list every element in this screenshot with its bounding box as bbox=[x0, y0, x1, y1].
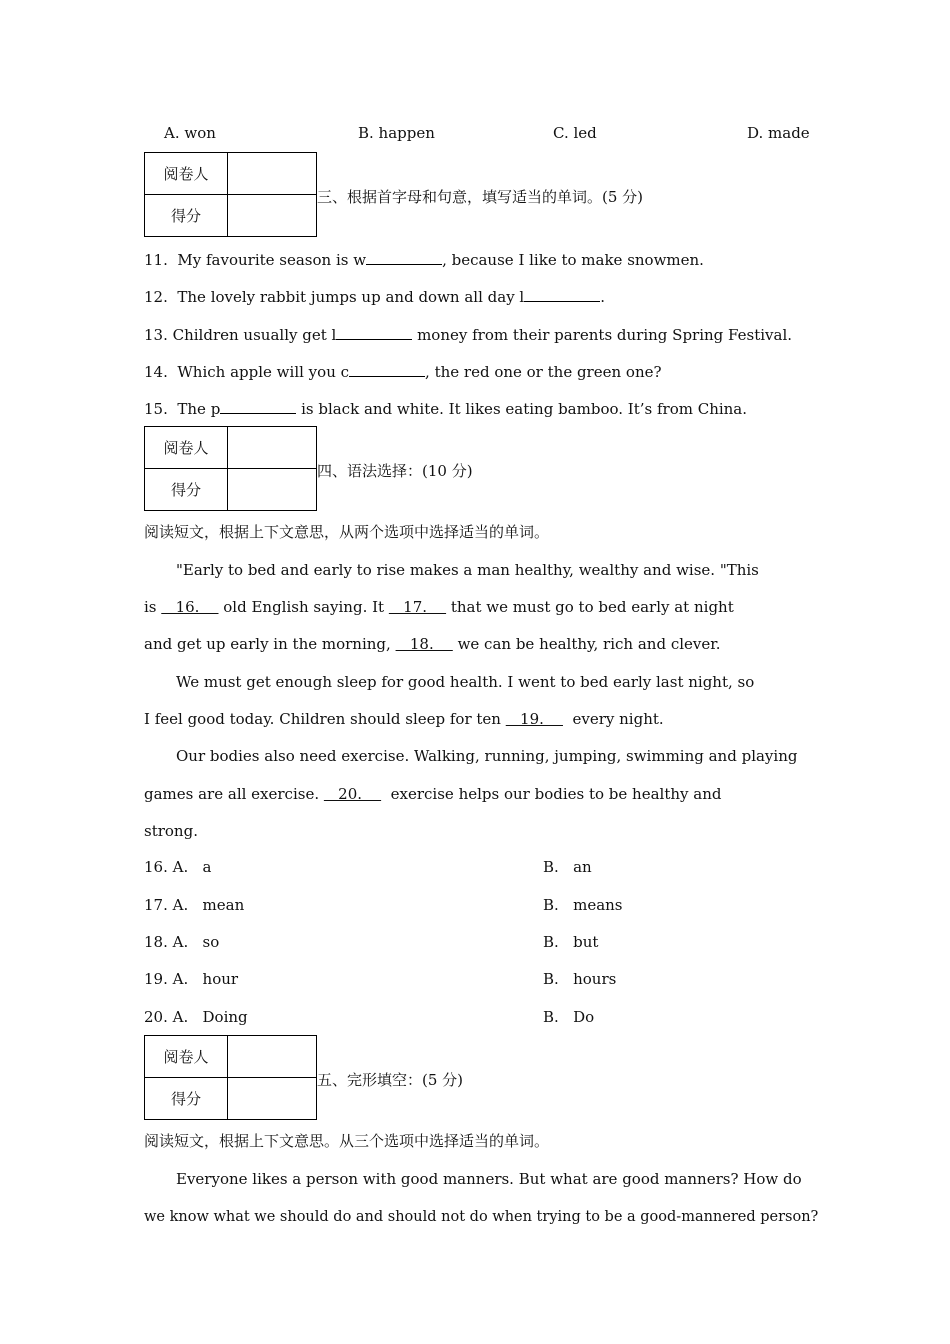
question-11: 11. My favourite season is w , because I like to make snowmen. bbox=[144, 251, 704, 269]
choice-16-a[interactable]: 16. A. a bbox=[144, 858, 212, 876]
score-cell bbox=[228, 469, 317, 511]
choice-19-a[interactable]: 19. A. hour bbox=[144, 970, 239, 988]
question-13: 13. Children usually get l money from their parents during Spring Festival. bbox=[144, 326, 793, 344]
grader-box-section3 bbox=[144, 152, 317, 237]
question-12: 12. The lovely rabbit jumps up and down all day l . bbox=[144, 288, 606, 306]
blank-20[interactable]: 20. bbox=[323, 785, 382, 803]
section3-title: 三、根据首字母和句意，填写适当的单词。(5 分) bbox=[317, 188, 644, 206]
q10-option-c: C. led bbox=[553, 124, 597, 142]
blank-17[interactable]: 17. bbox=[388, 598, 447, 616]
choice-18-b[interactable]: B. but bbox=[543, 933, 599, 951]
passage-line-4: We must get enough sleep for good health. I went to bed early last night, so bbox=[176, 673, 755, 691]
section5-line-1: Everyone likes a person with good manners. But what are good manners? How do bbox=[176, 1170, 802, 1188]
reviewer-label: 阅卷人 bbox=[145, 153, 228, 195]
choice-20-b[interactable]: B. Do bbox=[543, 1008, 595, 1026]
section4-instruction: 阅读短文，根据上下文意思，从两个选项中选择适当的单词。 bbox=[144, 523, 550, 541]
blank-16[interactable]: 16. bbox=[161, 598, 219, 616]
blank-18[interactable]: 18. bbox=[395, 635, 453, 653]
choice-16-b[interactable]: B. an bbox=[543, 858, 592, 876]
grader-box-section4 bbox=[144, 426, 317, 511]
q10-option-d: D. made bbox=[747, 124, 810, 142]
blank-14[interactable] bbox=[349, 361, 425, 377]
q10-options bbox=[0, 124, 950, 146]
passage-line-2: is 16. old English saying. It 17. that we must go to bed early at night bbox=[144, 598, 734, 616]
grader-box-section5 bbox=[144, 1035, 317, 1120]
question-14: 14. Which apple will you c , the red one or the green one? bbox=[144, 363, 662, 381]
reviewer-cell bbox=[228, 153, 317, 195]
score-label: 得分 bbox=[145, 195, 228, 237]
q10-option-a: A. won bbox=[164, 124, 216, 142]
reviewer-label: 阅卷人 bbox=[145, 1036, 228, 1078]
reviewer-label: 阅卷人 bbox=[145, 427, 228, 469]
section5-instruction: 阅读短文，根据上下文意思。从三个选项中选择适当的单词。 bbox=[144, 1132, 550, 1150]
blank-11[interactable] bbox=[366, 249, 442, 265]
choice-17-b[interactable]: B. means bbox=[543, 896, 623, 914]
passage-line-1: "Early to bed and early to rise makes a man healthy, wealthy and wise. "This bbox=[176, 561, 759, 579]
blank-15[interactable] bbox=[220, 398, 296, 414]
choice-20-a[interactable]: 20. A. Doing bbox=[144, 1008, 248, 1026]
section5-line-2: we know what we should do and should not do when trying to be a good-mannered person? bbox=[144, 1209, 819, 1225]
reviewer-cell bbox=[228, 427, 317, 469]
blank-13[interactable] bbox=[336, 324, 412, 340]
passage-line-8: strong. bbox=[144, 822, 198, 840]
choice-18-a[interactable]: 18. A. so bbox=[144, 933, 220, 951]
reviewer-cell bbox=[228, 1036, 317, 1078]
score-label: 得分 bbox=[145, 1078, 228, 1120]
blank-12[interactable] bbox=[524, 286, 600, 302]
score-cell bbox=[228, 1078, 317, 1120]
question-15: 15. The p is black and white. It likes eating bamboo. It’s from China. bbox=[144, 400, 748, 418]
choice-19-b[interactable]: B. hours bbox=[543, 970, 617, 988]
passage-line-6: Our bodies also need exercise. Walking, running, jumping, swimming and playing bbox=[176, 747, 798, 765]
passage-line-5: I feel good today. Children should sleep for ten 19. every night. bbox=[144, 710, 664, 728]
section4-title: 四、语法选择：(10 分) bbox=[317, 462, 473, 480]
section5-title: 五、完形填空：(5 分) bbox=[317, 1071, 464, 1089]
score-cell bbox=[228, 195, 317, 237]
q10-option-b: B. happen bbox=[358, 124, 435, 142]
blank-19[interactable]: 19. bbox=[505, 710, 563, 728]
score-label: 得分 bbox=[145, 469, 228, 511]
passage-line-3: and get up early in the morning, 18. we can be healthy, rich and clever. bbox=[144, 635, 721, 653]
choice-17-a[interactable]: 17. A. mean bbox=[144, 896, 245, 914]
passage-line-7: games are all exercise. 20. exercise helps our bodies to be healthy and bbox=[144, 785, 722, 803]
